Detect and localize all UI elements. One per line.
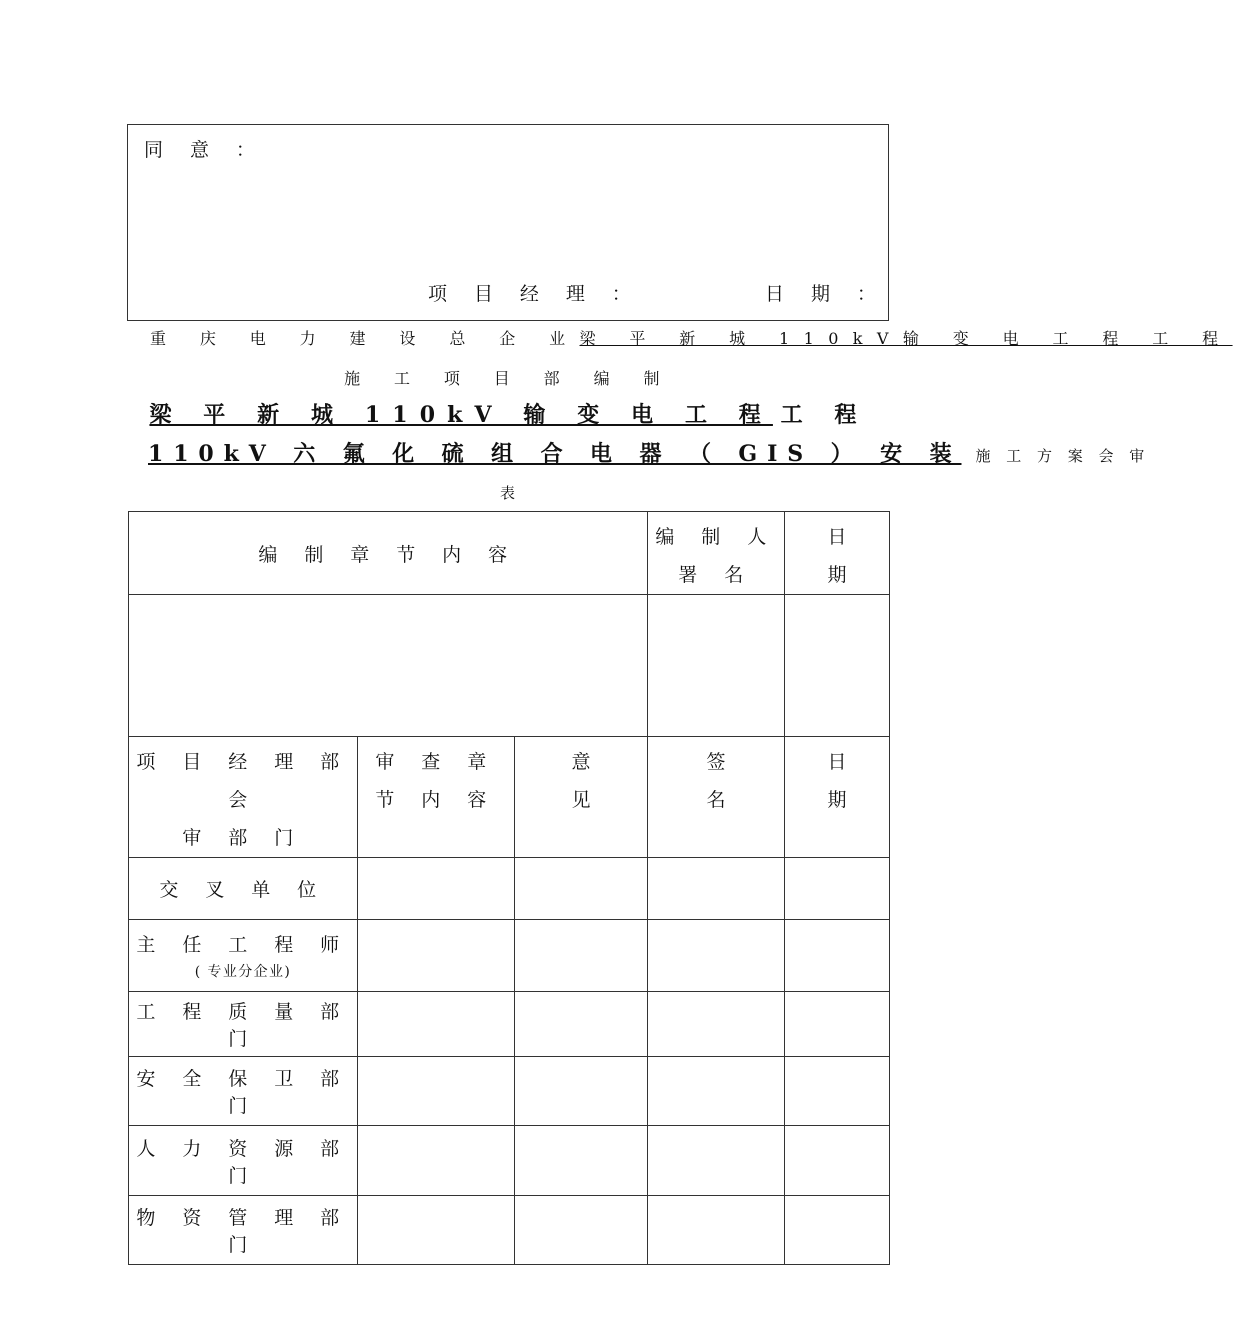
review-opinion-line1: 意 [571, 751, 591, 773]
title-main: 110kV 六 氟 化 硫 组 合 电 器 （ GIS ） 安 装 [148, 441, 962, 467]
row-opinion-cell[interactable] [515, 858, 648, 920]
row-sign-cell[interactable] [648, 858, 785, 920]
header-date-line2: 期 [827, 564, 847, 586]
row-section-cell[interactable] [358, 1196, 515, 1265]
row-opinion-cell[interactable] [515, 920, 648, 992]
review-section-header [358, 737, 515, 858]
review-dept-line2: 审 部 门 [182, 827, 304, 849]
header-date [785, 512, 890, 595]
review-sign-line2: 名 [706, 789, 726, 811]
org-name: 重 庆 电 力 建 设 总 企 业 [150, 329, 580, 348]
row-dept: 交 叉 单 位 [129, 858, 358, 920]
review-date-line1: 日 [827, 751, 847, 773]
content-cell[interactable] [129, 595, 648, 737]
row-sign-cell[interactable] [648, 1126, 785, 1196]
header-content: 编 制 章 节 内 容 [129, 512, 648, 595]
author-sign-cell[interactable] [648, 595, 785, 737]
review-sign-line1: 签 [706, 751, 726, 773]
org-line [150, 326, 1233, 349]
row-date-cell[interactable] [785, 920, 890, 992]
title-line-2 [148, 437, 1160, 468]
project-name: 梁 平 新 城 110kV输 变 电 工 程 工 程 [579, 329, 1233, 348]
row-dept: 物 资 管 理 部 门 [129, 1196, 358, 1265]
review-section-line1: 审 查 章 [375, 751, 497, 773]
author-date-cell[interactable] [785, 595, 890, 737]
row-sign-cell[interactable] [648, 1196, 785, 1265]
review-sign-header [648, 737, 785, 858]
review-date-header [785, 737, 890, 858]
row-opinion-cell[interactable] [515, 1126, 648, 1196]
title-tail: 施工方案会审 [975, 447, 1160, 465]
row-section-cell[interactable] [358, 920, 515, 992]
row-dept: 人 力 资 源 部 门 [129, 1126, 358, 1196]
row-dept: 安 全 保 卫 部 门 [129, 1057, 358, 1126]
row-section-cell[interactable] [358, 992, 515, 1057]
title-line-1 [0, 398, 1018, 429]
title-project: 梁 平 新 城 110kV 输 变 电 工 程 [149, 402, 773, 428]
table-row [129, 1196, 890, 1265]
row-date-cell[interactable] [785, 1057, 890, 1126]
approval-box [127, 124, 889, 321]
row-dept: 工 程 质 量 部 门 [129, 992, 358, 1057]
review-opinion-header [515, 737, 648, 858]
row-section-cell[interactable] [358, 1126, 515, 1196]
row-sign-cell[interactable] [648, 920, 785, 992]
dept-line: 施 工 项 目 部 编 制 [344, 369, 674, 388]
review-dept-line1: 项 目 经 理 部 会 [136, 751, 350, 811]
header-author-line2: 署 名 [678, 564, 754, 586]
approval-date-label: 日 期 ： [765, 283, 887, 305]
row-sign-cell[interactable] [648, 992, 785, 1057]
header-author [648, 512, 785, 595]
content-row [129, 595, 890, 737]
title-suffix: 工 程 [780, 402, 869, 428]
table-row [129, 920, 890, 992]
row-date-cell[interactable] [785, 858, 890, 920]
row-opinion-cell[interactable] [515, 992, 648, 1057]
row-sign-cell[interactable] [648, 1057, 785, 1126]
review-date-line2: 期 [827, 789, 847, 811]
header-author-line1: 编 制 人 [655, 526, 777, 548]
review-dept-header [129, 737, 358, 858]
table-row [129, 992, 890, 1057]
row-section-cell[interactable] [358, 858, 515, 920]
table-row [129, 1057, 890, 1126]
table-row [129, 1126, 890, 1196]
review-table [128, 511, 890, 1265]
row-dept-main: 主 任 工 程 师 [136, 934, 350, 956]
row-dept-sub: ( 专业分企业) [194, 964, 292, 980]
table-header-row [129, 512, 890, 595]
table-row [129, 858, 890, 920]
approval-label: 同 意 ： [144, 139, 266, 161]
title-line-3: 表 [500, 484, 516, 502]
row-section-cell[interactable] [358, 1057, 515, 1126]
row-date-cell[interactable] [785, 1126, 890, 1196]
review-header-row [129, 737, 890, 858]
row-opinion-cell[interactable] [515, 1057, 648, 1126]
row-opinion-cell[interactable] [515, 1196, 648, 1265]
row-date-cell[interactable] [785, 992, 890, 1057]
review-opinion-line2: 见 [571, 789, 591, 811]
header-date-line1: 日 [827, 526, 847, 548]
row-date-cell[interactable] [785, 1196, 890, 1265]
row-dept [129, 920, 358, 992]
project-manager-label: 项 目 经 理 ： [428, 283, 642, 305]
review-section-line2: 节 内 容 [375, 789, 497, 811]
